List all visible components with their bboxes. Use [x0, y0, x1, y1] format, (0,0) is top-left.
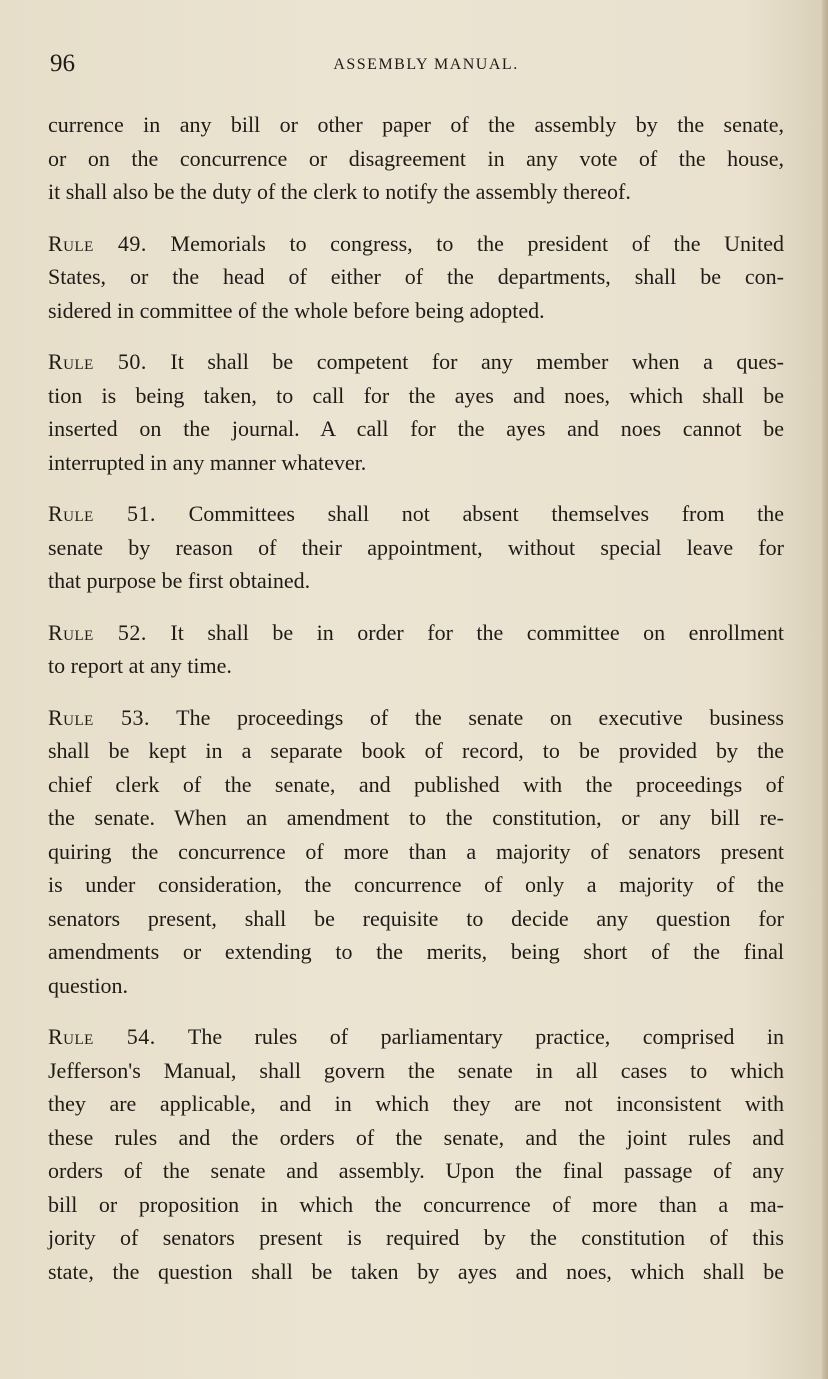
rule-text: Committees shall not absent themselves from the: [188, 501, 784, 526]
text-line: [48, 345, 784, 379]
text-line: interrupted in any manner whatever.: [48, 449, 367, 475]
text-line: sidered in committee of the whole before being adopted.: [48, 297, 545, 323]
body-text: [48, 108, 784, 1288]
rule-text: It shall be competent for any member when a ques-: [170, 349, 785, 374]
text-line: bill or proposition in which the concurrence of more than a ma-: [48, 1191, 784, 1217]
text-line: senators present, shall be requisite to decide any question for: [48, 905, 784, 931]
text-line: [48, 701, 784, 735]
text-line: inserted on the journal. A call for the ayes and noes cannot be: [48, 416, 784, 441]
rule-50-paragraph: [48, 345, 784, 479]
text-line: is under consideration, the concurrence of only a majority of the: [48, 872, 784, 897]
page-edge: [822, 0, 828, 1379]
text-line: to report at any time.: [48, 653, 232, 678]
rule-49-paragraph: [48, 227, 784, 328]
text-line: jority of senators present is required by the constitution of this: [48, 1225, 784, 1250]
text-line: chief clerk of the senate, and published with the proceedings of: [48, 771, 784, 797]
text-line: [48, 497, 784, 531]
page-header: [50, 50, 782, 84]
rule-text: It shall be in order for the committee on enrollment: [170, 619, 784, 645]
rule-text: The proceedings of the senate on executive business: [176, 704, 784, 730]
rule-53-paragraph: [48, 701, 784, 1003]
continuation-paragraph: [48, 108, 784, 209]
text-line: amendments or extending to the merits, being short of the final: [48, 939, 784, 964]
text-line: or on the concurrence or disagreement in any vote of the house,: [48, 145, 784, 171]
text-line: [48, 1020, 784, 1054]
text-line: they are applicable, and in which they are not inconsistent with: [48, 1091, 784, 1116]
text-line: States, or the head of either of the departments, shall be con-: [48, 264, 784, 289]
rule-label: Rule 49.: [48, 230, 147, 256]
rule-text: Memorials to congress, to the president of the United: [170, 230, 784, 256]
text-line: shall be kept in a separate book of record, to be provided by the: [48, 738, 784, 763]
running-head: ASSEMBLY MANUAL.: [333, 56, 519, 73]
rule-54-paragraph: [48, 1020, 784, 1288]
text-line: the senate. When an amendment to the constitution, or any bill re-: [48, 805, 784, 830]
text-line: quiring the concurrence of more than a majority of senators present: [48, 838, 784, 864]
rule-52-paragraph: [48, 616, 784, 683]
rule-label: Rule 52.: [48, 619, 147, 645]
rule-label: Rule 54.: [48, 1024, 156, 1049]
text-line: state, the question shall be taken by ayes and noes, which shall be: [48, 1258, 784, 1284]
rule-label: Rule 53.: [48, 704, 150, 730]
text-line: that purpose be first obtained.: [48, 568, 311, 593]
rule-label: Rule 51.: [48, 501, 156, 526]
rule-text: The rules of parliamentary practice, comprised in: [187, 1024, 784, 1049]
text-line: [48, 227, 784, 261]
rule-51-paragraph: [48, 497, 784, 598]
text-line: tion is being taken, to call for the ayes and noes, which shall be: [48, 382, 784, 408]
rule-label: Rule 50.: [48, 349, 147, 374]
text-line: orders of the senate and assembly. Upon the final passage of any: [48, 1158, 784, 1183]
text-line: these rules and the orders of the senate, and the joint rules and: [48, 1124, 784, 1150]
text-line: question.: [48, 972, 129, 998]
text-line: it shall also be the duty of the clerk to notify the assembly thereof.: [48, 179, 631, 204]
page-number: 96: [50, 50, 75, 77]
text-line: senate by reason of their appointment, without special leave for: [48, 534, 784, 560]
text-line: [48, 616, 784, 650]
text-line: Jefferson's Manual, shall govern the senate in all cases to which: [48, 1057, 784, 1083]
text-line: currence in any bill or other paper of the assembly by the senate,: [48, 112, 784, 137]
